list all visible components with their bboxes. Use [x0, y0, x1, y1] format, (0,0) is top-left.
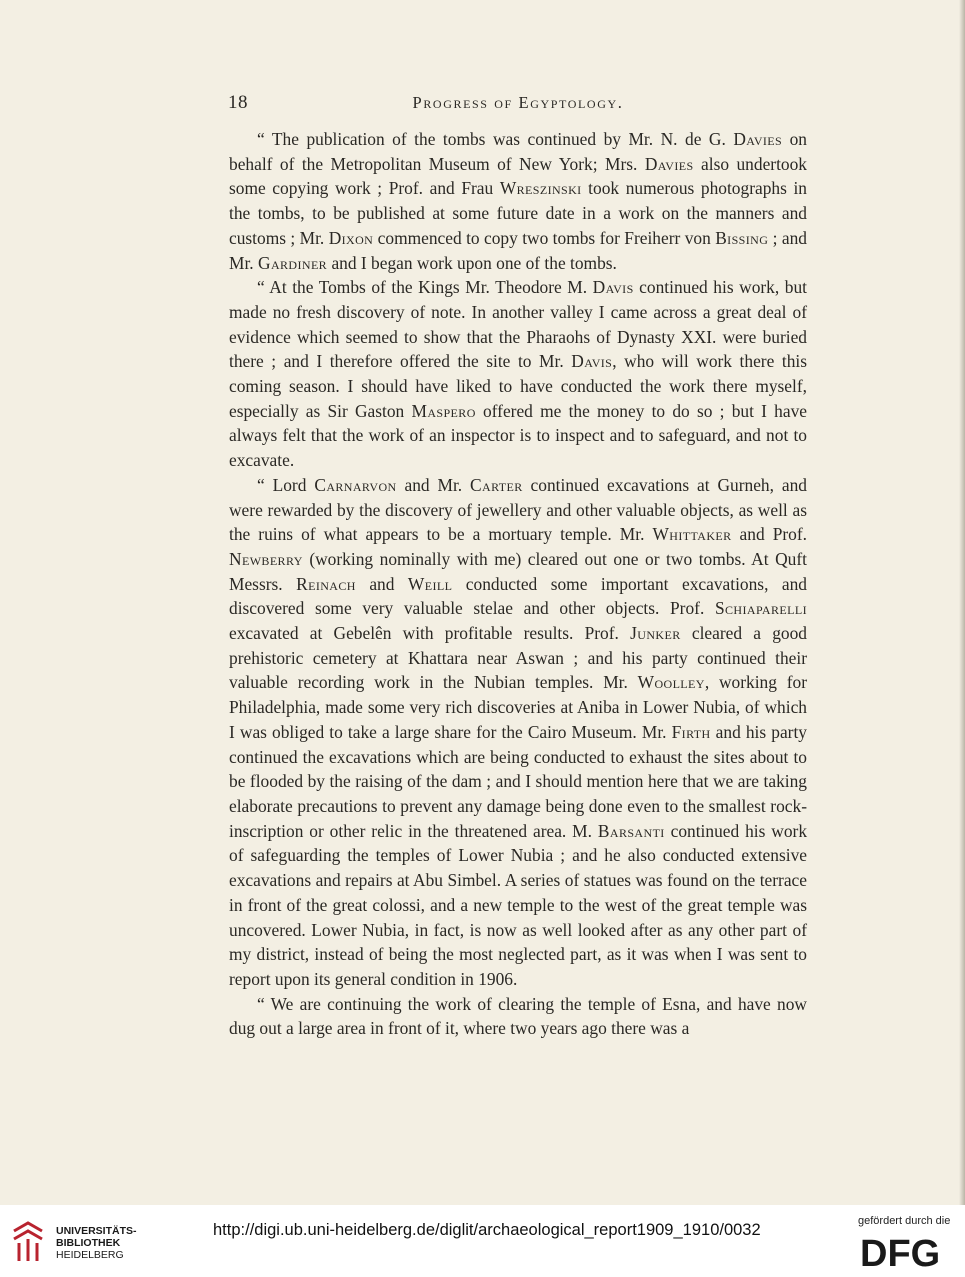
proper-name: Weill — [407, 573, 453, 594]
permalink-url[interactable]: http://digi.ub.uni-heidelberg.de/diglit/archaeological_report1909_1910/0032 — [213, 1221, 761, 1239]
proper-name: Davies — [733, 129, 783, 149]
proper-name: Carter — [470, 474, 523, 495]
text-run: ; and Mr. — [229, 227, 808, 273]
funded-by-label: gefördert durch die — [858, 1215, 951, 1227]
proper-name: Barsanti — [597, 820, 665, 841]
proper-name: Firth — [671, 721, 711, 742]
running-title: Progress of Egyptology. — [412, 93, 624, 112]
text-run: cleared a good prehistoric cemetery at Khattara near Aswan ; and his party continued their valuable recording work in the Nubian temples. Mr. — [229, 623, 807, 693]
proper-name: Davis — [592, 277, 634, 298]
proper-name: Woolley — [637, 672, 705, 693]
dfg-logo-text: DFG — [860, 1233, 941, 1271]
proper-name: Newberry — [229, 548, 303, 569]
proper-name: Dixon — [328, 227, 374, 248]
institution-name — [56, 1225, 137, 1261]
proper-name: Bissing — [715, 227, 769, 248]
proper-name: Reinach — [296, 573, 356, 594]
institution-line-3: HEIDELBERG — [56, 1249, 124, 1261]
text-run: also undertook some copying work ; Prof. and Frau — [229, 153, 807, 199]
text-run: and Mr. — [396, 474, 471, 495]
proper-name: Whittaker — [652, 524, 732, 545]
text-run: offered me the money to do so ; but I have always felt that the work of an inspector is to inspect and to safeguard, and not to excavate. — [229, 400, 808, 471]
text-run: and I began work upon one of the tombs. — [327, 252, 617, 273]
proper-name: Davis — [571, 351, 613, 372]
proper-name: Junker — [630, 623, 681, 644]
text-run: conducted some important excavations, and discovered some very valuable stelae and other objects. Prof. — [229, 573, 808, 619]
text-run: “ We are continuing the work of clearing the temple of Esna, and have now dug out a large area in front of it, where two years ago there was a — [229, 993, 807, 1039]
proper-name: Maspero — [411, 400, 476, 421]
text-run: and his party continued the excavations which are being conducted to exhaust the sites about to be flooded by the raising of the dam ; and I should mention here that we are taking elaborate precautions to prevent any damage being done even to the smallest rock-inscription or other relic in the threatened area. M. — [229, 721, 807, 841]
body-text — [229, 127, 807, 1041]
proper-name: Gardiner — [258, 252, 328, 273]
page-header — [228, 92, 808, 122]
paragraph — [229, 127, 807, 275]
dfg-logo-icon — [858, 1233, 954, 1271]
paragraph — [229, 992, 807, 1041]
text-run: “ At the Tombs of the Kings Mr. Theodore M. — [257, 277, 593, 298]
text-run: excavated at Gebelên with profitable results. Prof. — [229, 623, 631, 644]
text-run: on behalf of the Metropolitan Museum of New York; Mrs. — [229, 129, 807, 174]
proper-name: Davies — [644, 153, 694, 174]
text-run: and Prof. — [731, 524, 807, 545]
text-run: , who will work there this coming season. I should have liked to have conducted the work there myself, especially as Sir Gaston — [229, 351, 807, 421]
text-run: continued his work, but made no fresh discovery of note. In another valley I came across a great deal of evidence which seemed to show that the Pharaohs of Dynasty XXI. were buried there ; and I therefore offered the site to Mr. — [229, 277, 807, 372]
proper-name: Carnarvon — [314, 474, 397, 495]
institution-line-1: UNIVERSITÄTS- — [56, 1225, 137, 1237]
text-run: commenced to copy two tombs for Freiherr von — [373, 227, 716, 248]
institution-line-2: BIBLIOTHEK — [56, 1237, 121, 1249]
page-edge-shadow — [959, 0, 965, 1205]
text-run: “ The publication of the tombs was continued by Mr. N. de G. — [257, 129, 734, 149]
university-library-logo-icon — [10, 1219, 46, 1265]
text-run: , working for Philadelphia, made some very rich discoveries at Aniba in Lower Nubia, of which I was obliged to take a large share for the Cairo Museum. Mr. — [229, 672, 807, 742]
paragraph — [229, 275, 807, 473]
text-run: “ Lord — [257, 474, 315, 495]
proper-name: Wreszinski — [499, 178, 582, 199]
text-run: took numerous photographs in the tombs, to be published at some future date in a work on the manners and customs ; Mr. — [229, 178, 807, 248]
page-number: 18 — [228, 92, 248, 113]
text-run: continued excavations at Gurneh, and were rewarded by the discovery of jewellery and other valuable objects, as well as the ruins of what appears to be a mortuary temple. Mr. — [229, 474, 807, 545]
paragraph — [229, 473, 807, 992]
text-run: (working nominally with me) cleared out one or two tombs. At Quft Messrs. — [229, 548, 807, 594]
text-run: and — [355, 573, 408, 594]
viewer-footer — [0, 1205, 965, 1277]
text-run: continued his work of safeguarding the temples of Lower Nubia ; and he also conducted extensive excavations and repairs at Abu Simbel. A series of statues was found on the terrace in front of the great colossi, and a new temple to the west of the great temple was uncovered. Lower Nubia, in fact, is now as well looked after as any other part of my district, instead of being the most neglected part, as it was when I was sent to report upon its general condition in 1906. — [229, 820, 808, 989]
proper-name: Schiaparelli — [714, 598, 807, 619]
